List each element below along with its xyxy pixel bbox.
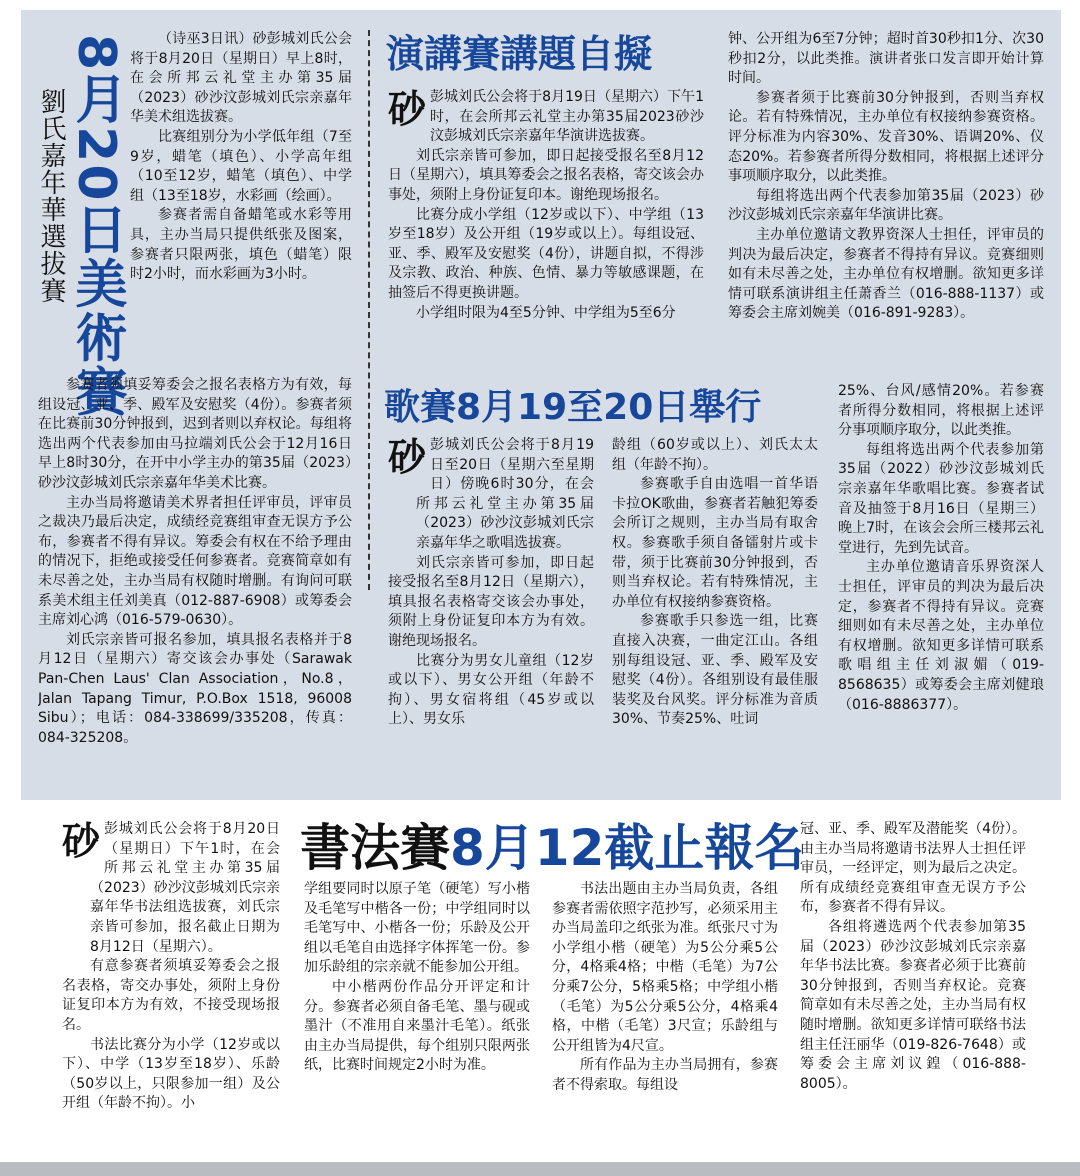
calligraphy-col-1 [62, 820, 280, 1150]
calligraphy-paragraph: 各组将遴选两个代表参加第35届（2023）砂沙汶彭城刘氏宗亲嘉年华书法比赛。参赛者必须于比赛前30分钟报到，否则当弃权论。竞赛简章如有未尽善之处，主办当局有权随时增删。欲知更多详情可联络书法组主任汪丽华（019-826-7648）或筹委会主席刘议鍠（016-888-8005）。 [800, 918, 1026, 1092]
singing-paragraph: 主办单位邀请音乐界资深人士担任，评审员的判决为最后决定，参赛者不得持有异议。竞赛细则如有未尽善之处，主办单位有权增删。欲知更多详情可联系歌唱组主任刘淑媚（019-8568635）或筹委会主席刘健琅（016-8886377）。 [838, 559, 1044, 713]
singing-paragraph: 龄组（60岁或以上）、刘氏太太组（年龄不拘）。 [612, 437, 818, 473]
calligraphy-col-4 [800, 820, 1026, 1150]
calligraphy-title-part1: 書法賽 [300, 819, 450, 877]
singing-col-1 [388, 436, 594, 792]
singing-paragraph: 参赛歌手自由选唱一首华语卡拉OK歌曲，参赛者若触犯筹委会所订之规则，主办当局有取舍权。参赛歌手须自备镭射片或卡带，须于比赛前30分钟报到，否则当弃权论。若有特殊情况，主办单位有权接纳参赛资格。 [612, 476, 818, 610]
speech-title: 演講賽講題自擬 [386, 32, 653, 76]
speech-paragraph: 主办单位邀请文教界资深人士担任，评审员的判决为最后决定，参赛者不得持有异议。竞赛细则如有未尽善之处，主办单位有权增删。欲知更多详情可联系演讲组主任萧香兰（016-888-1137）或筹委会主席刘婉美（016-891-9283）。 [728, 226, 1044, 322]
art-body-top [130, 30, 352, 374]
speech-paragraph: 比赛分成小学组（12岁或以下）、中学组（13岁至18岁）及公开组（19岁或以上）。每组设冠、亚、季、殿军及安慰奖（4份），讲题自拟，不得涉及宗教、政治、种族、色情、暴力等敏感课题，在抽签后不得更换讲题。 [388, 206, 704, 301]
calligraphy-paragraph: 所有作品为主办当局拥有，参赛者不得索取。每组设 [552, 1057, 778, 1093]
column-divider [368, 30, 372, 590]
singing-paragraph: 参赛歌手只参选一组，比赛直接入决赛，一曲定江山。各组别每组设冠、亚、季、殿军及安慰奖（4份）。各组别设有最佳服装奖及台风奖。评分标准为音质30%、节奏25%、吐词 [612, 613, 818, 728]
calligraphy-paragraph: 中小楷两份作品分开评定和计分。参赛者必须自备毛笔、墨与砚或墨汁（不准用自来墨汁毛笔）。纸张由主办当局提供，每个组别只限两张纸，比赛时间规定2小时为准。 [304, 978, 530, 1074]
calligraphy-paragraph: 彭城刘氏公会将于8月20日（星期日）下午1时，在会所邦云礼堂主办第35届（2023）砂沙汶彭城刘氏宗亲嘉年华书法组选拔赛，刘氏宗亲皆可参加，报名截止日期为8月12日（星期六）。 [90, 821, 280, 955]
art-body-bottom [38, 376, 352, 790]
art-paragraph: （诗巫3日讯）砂彭城刘氏公会将于8月20日（星期日）早上8时，在会所邦云礼堂主办第35届（2023）砂沙汶彭城刘氏宗亲嘉年华美术组选拔赛。 [130, 31, 352, 126]
art-paragraph: 参赛者须填妥筹委会之报名表格方为有效，每组设冠、亚、季、殿军及安慰奖（4份）。参赛者须在比赛前30分钟报到，迟到者则以弃权论。每组将选出两个代表参加由马拉端刘氏公会于12月16日早上8时30分，在开中小学主办的第35届（2023）砂沙汶彭城刘氏宗亲嘉年华美术比赛。 [38, 377, 352, 491]
speech-paragraph: 小学组时限为4至5分钟、中学组为5至6分 [416, 304, 676, 321]
singing-paragraph: 彭城刘氏公会将于8月19日至20日（星期六至星期日）傍晚6时30分，在会所邦云礼堂主办第35届（2023）砂沙汶彭城刘氏宗亲嘉年华之歌唱选拔赛。 [416, 437, 594, 551]
speech-paragraph: 刘氏宗亲皆可参加，即日起接受报名至8月12日（星期六），填具筹委会之报名表格，寄交该会办事处，须附上身份证复印本。谢绝现场报名。 [388, 147, 704, 203]
singing-dropcap: 砂 [388, 436, 427, 479]
speech-paragraph: 钟、公开组为6至7分钟；超时首30秒扣1分、次30秒扣2分，以此类推。演讲者张口发言即开始计算时间。 [728, 31, 1044, 87]
calligraphy-col-3 [552, 880, 778, 1150]
art-paragraph: 参赛者需自备蜡笔或水彩等用具，主办当局只提供纸张及图案，参赛者只限两张，填色（蜡笔）限时2小时，而水彩画为3小时。 [130, 207, 352, 283]
speech-body-right [728, 30, 1044, 374]
singing-lead [388, 436, 594, 554]
calligraphy-dropcap: 砂 [62, 820, 101, 863]
calligraphy-col-2 [304, 880, 530, 1150]
art-paragraph: 主办当局将邀请美术界者担任评审员，评审员之裁决乃最后决定，成绩经竞赛组审查无误方予公布，参赛者不得有异议。筹委会有权在不给予理由的情况下，拒绝或接受任何参赛者。竞赛简章如有未尽善之处，主办当局有权随时增删。有询问可联系美术组主任刘美真（012-887-6908）或筹委会主席刘心鸿（016-579-0630）。 [38, 494, 352, 629]
calligraphy-title [300, 820, 804, 876]
singing-paragraph: 刘氏宗亲皆可参加，即日起接受报名至8月12日（星期六），填具报名表格寄交该会办事处，须附上身份证复印本方为有效。谢绝现场报名。 [388, 554, 594, 649]
speech-paragraph: 参赛者须于比赛前30分钟报到，否则当弃权论。若有特殊情况，主办单位有权接纳参赛资格。评分标准为内容30%、发音30%、语调20%、仪态20%。若参赛者所得分数相同，将根据上述评分事项顺序取分，以此类推。 [728, 89, 1044, 185]
art-paragraph: 刘氏宗亲皆可报名参加，填具报名表格并于8月12日（星期六）寄交该会办事处（Sarawak Pan-Chen Laus' Clan Association，No.8，Jalan Tapang Timur, P.O.Box 1518, 96008 Sibu）；电话：084-338699/335208，传真：084-325208。 [38, 631, 352, 746]
calligraphy-lead [62, 820, 280, 957]
footer-bar [0, 1162, 1080, 1176]
singing-paragraph: 比赛分为男女儿童组（12岁或以下）、男女公开组（年龄不拘）、男女宿将组（45岁或以上）、男女乐 [388, 652, 594, 728]
speech-paragraph: 每组将选出两个代表参加第35届（2023）砂沙汶彭城刘氏宗亲嘉年华演讲比赛。 [728, 187, 1044, 224]
calligraphy-paragraph: 有意参赛者须填妥筹委会之报名表格，寄交办事处，须附上身份证复印本方为有效，不接受现场报名。 [62, 958, 280, 1033]
speech-body-left [388, 88, 704, 378]
calligraphy-paragraph: 书法出题由主办当局负责，各组参赛者需依照字范抄写，必须采用主办当局盖印之纸张为准。纸张尺寸为小学组小楷（硬笔）为5公分乘5公分，4格乘4格；中楷（毛笔）为7公分乘7公分，5格乘5格；中学组小楷（毛笔）为5公分乘5公分，4格乘4格，中楷（毛笔）3尺宣；乐龄组与公开组皆为4尺宣。 [552, 881, 778, 1054]
speech-lead [388, 88, 704, 147]
singing-title: 歌賽8月19至20日舉行 [384, 387, 762, 428]
calligraphy-paragraph: 学组要同时以原子笔（硬笔）写小楷及毛笔写中楷各一份；中学组同时以毛笔写中、小楷各一份；乐龄及公开组以毛笔自由选择字体挥笔一份。参加乐龄组的宗亲就不能参加公开组。 [304, 881, 530, 976]
art-subtitle: 劉氏嘉年華選拔賽 [36, 88, 66, 304]
singing-paragraph: 每组将选出两个代表参加第35届（2022）砂沙汶彭城刘氏宗亲嘉年华歌唱比赛。参赛者试音及抽签于8月16日（星期三）晚上7时，在该会会所三楼邦云礼堂进行，先到先试音。 [838, 441, 1044, 556]
art-title: 8月20日美術賽 [66, 34, 126, 419]
speech-dropcap: 砂 [388, 88, 427, 131]
calligraphy-title-part2: 8月12截止報名 [450, 819, 805, 877]
calligraphy-paragraph: 冠、亚、季、殿军及潜能奖（4份）。由主办当局将邀请书法界人士担任评审员，一经评定，则为最后之决定。所有成绩经竞赛组审查无误方予公布，参赛者不得有异议。 [800, 821, 1026, 916]
calligraphy-paragraph: 书法比赛分为小学（12岁或以下）、中学（13岁至18岁）、乐龄（50岁以上，只限参加一组）及公开组（年龄不拘）。小 [62, 1036, 280, 1112]
singing-col-3 [838, 382, 1044, 792]
singing-paragraph: 25%、台风/感情20%。若参赛者所得分数相同，将根据上述评分事项顺序取分，以此类推。 [838, 383, 1044, 439]
art-paragraph: 比赛组别分为小学低年组（7至9岁，蜡笔（填色）、小学高年组（10至12岁，蜡笔（填色）、中学组（13至18岁，水彩画（绘画）。 [130, 128, 352, 204]
singing-col-2 [612, 436, 818, 792]
speech-paragraph: 彭城刘氏公会将于8月19日（星期六）下午1时，在会所邦云礼堂主办第35届2023砂沙汶彭城刘氏宗亲嘉年华演讲选拔赛。 [430, 89, 704, 145]
